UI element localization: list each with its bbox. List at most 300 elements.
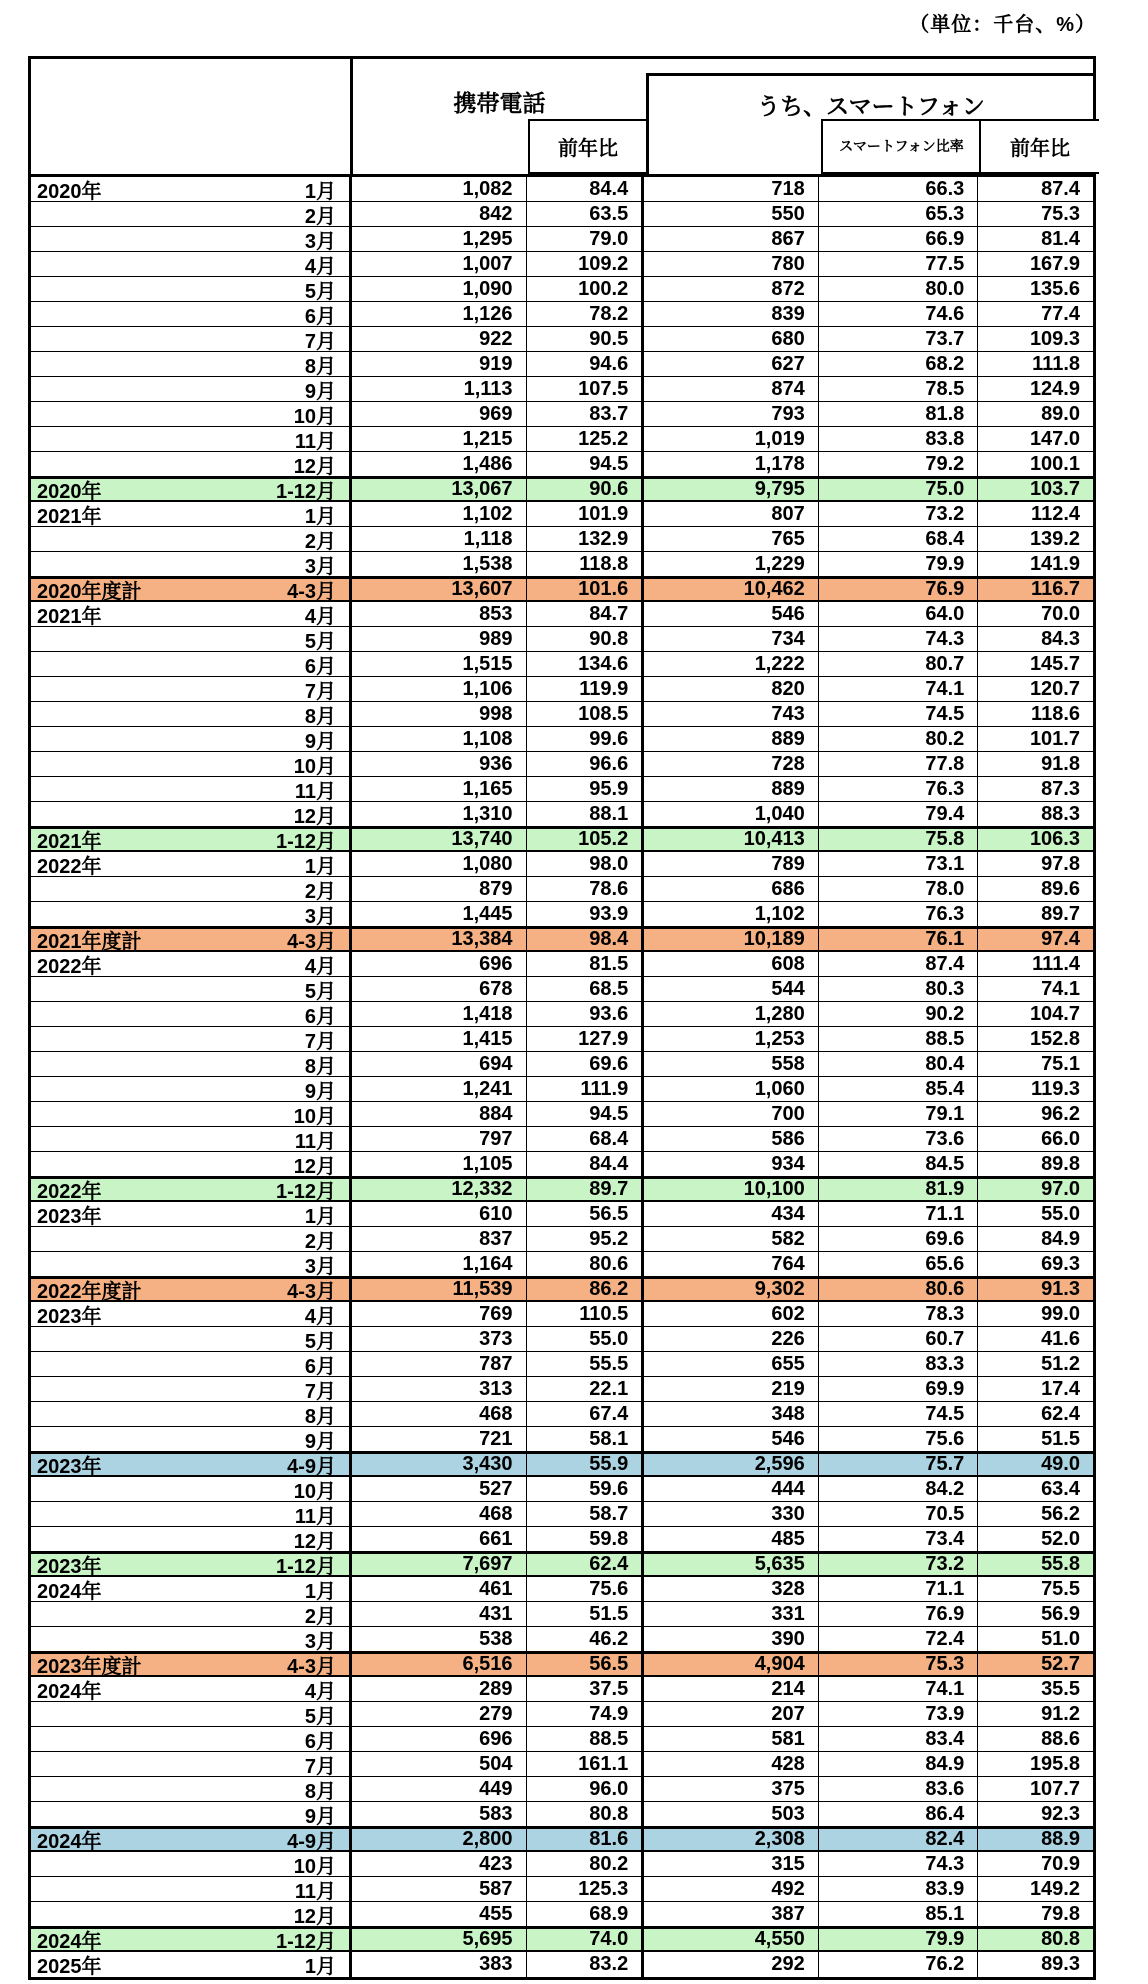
cell-smartphone-ratio: 76.3 <box>819 777 979 801</box>
cell-smartphone-ratio: 71.1 <box>819 1577 979 1601</box>
cell-smartphone-yoy: 92.3 <box>1041 1802 1080 1825</box>
table-row <box>31 327 1093 352</box>
table-row <box>31 252 1093 277</box>
cell-mobile-units: 696 <box>352 952 527 976</box>
cell-mobile-yoy: 59.6 <box>527 1477 645 1501</box>
cell-smartphone-yoy: 51.0 <box>1041 1627 1080 1650</box>
cell-smartphone-yoy: 74.1 <box>1041 977 1080 1000</box>
cell-smartphone-units: 328 <box>644 1577 819 1601</box>
cell-smartphone-ratio: 76.9 <box>819 1602 979 1626</box>
cell-mobile-yoy: 90.8 <box>527 627 645 651</box>
cell-smartphone-yoy: 55.0 <box>1041 1202 1080 1225</box>
shipment-table <box>28 56 1096 1980</box>
cell-smartphone-units: 503 <box>644 1802 819 1826</box>
cell-period <box>31 802 352 826</box>
cell-smartphone-units: 348 <box>644 1402 819 1426</box>
cell-period <box>31 1929 352 1950</box>
cell-smartphone-units: 492 <box>644 1877 819 1901</box>
cell-period <box>31 277 352 301</box>
table-row <box>31 1852 1093 1877</box>
table-row <box>31 1477 1093 1502</box>
cell-smartphone-ratio: 65.6 <box>819 1252 979 1276</box>
cell-month: 8月 <box>304 1405 337 1426</box>
cell-period <box>31 1777 352 1801</box>
cell-mobile-yoy: 134.6 <box>527 652 645 676</box>
cell-smartphone-ratio: 73.9 <box>819 1702 979 1726</box>
cell-smartphone-units: 1,060 <box>644 1077 819 1101</box>
cell-month: 5月 <box>304 1330 337 1351</box>
cell-mobile-units: 1,165 <box>352 777 527 801</box>
cell-period <box>31 1577 352 1601</box>
cell-month: 4-9月 <box>287 1456 337 1475</box>
cell-smartphone-ratio: 68.2 <box>819 352 979 376</box>
cell-smartphone-yoy: 51.5 <box>1041 1427 1080 1450</box>
cell-mobile-yoy: 22.1 <box>527 1377 645 1401</box>
cell-period <box>31 1427 352 1451</box>
cell-month: 4月 <box>304 1305 337 1326</box>
cell-smartphone-ratio: 75.8 <box>819 829 979 850</box>
cell-period <box>31 1829 352 1850</box>
cell-smartphone-yoy: 79.8 <box>1041 1902 1080 1925</box>
cell-mobile-yoy: 94.6 <box>527 352 645 376</box>
cell-period <box>31 1877 352 1901</box>
cell-smartphone-yoy: 97.8 <box>1041 852 1080 875</box>
cell-mobile-yoy: 96.6 <box>527 752 645 776</box>
cell-smartphone-yoy: 106.3 <box>1029 829 1080 850</box>
cell-smartphone-units: 207 <box>644 1702 819 1726</box>
cell-smartphone-units: 680 <box>644 327 819 351</box>
cell-mobile-units: 1,082 <box>352 177 527 201</box>
cell-smartphone-units: 1,178 <box>644 452 819 476</box>
cell-smartphone-ratio: 79.4 <box>819 802 979 826</box>
cell-mobile-units: 1,106 <box>352 677 527 701</box>
cell-smartphone-ratio: 79.1 <box>819 1102 979 1126</box>
cell-smartphone-units: 586 <box>644 1127 819 1151</box>
cell-month: 1月 <box>304 1205 337 1226</box>
cell-month: 7月 <box>304 680 337 701</box>
cell-mobile-units: 449 <box>352 1777 527 1801</box>
cell-smartphone-ratio: 88.5 <box>819 1027 979 1051</box>
cell-mobile-yoy: 132.9 <box>527 527 645 551</box>
cell-smartphone-units: 1,229 <box>644 552 819 576</box>
cell-mobile-yoy: 98.4 <box>527 929 645 950</box>
cell-smartphone-ratio: 79.9 <box>819 552 979 576</box>
table-row <box>31 352 1093 377</box>
cell-mobile-units: 468 <box>352 1402 527 1426</box>
cell-smartphone-ratio: 74.5 <box>819 1402 979 1426</box>
cell-period <box>31 552 352 576</box>
cell-month: 1月 <box>304 505 337 526</box>
cell-month: 9月 <box>304 730 337 751</box>
cell-period <box>31 1127 352 1151</box>
cell-smartphone-ratio: 74.3 <box>819 627 979 651</box>
cell-mobile-units: 313 <box>352 1377 527 1401</box>
table-row <box>31 1752 1093 1777</box>
cell-smartphone-yoy: 104.7 <box>1029 1002 1080 1025</box>
cell-period <box>31 1952 352 1977</box>
cell-mobile-yoy: 55.5 <box>527 1352 645 1376</box>
cell-mobile-yoy: 94.5 <box>527 452 645 476</box>
cell-smartphone-units: 627 <box>644 352 819 376</box>
cell-month: 12月 <box>293 805 337 826</box>
cell-smartphone-ratio: 73.4 <box>819 1527 979 1551</box>
cell-month: 12月 <box>293 1905 337 1926</box>
cell-period <box>31 302 352 326</box>
cell-smartphone-units: 934 <box>644 1152 819 1176</box>
cell-smartphone-units: 1,102 <box>644 902 819 926</box>
cell-mobile-yoy: 81.6 <box>527 1829 645 1850</box>
cell-mobile-yoy: 86.2 <box>527 1279 645 1300</box>
cell-mobile-yoy: 125.3 <box>527 1877 645 1901</box>
cell-month: 1-12月 <box>276 481 337 500</box>
cell-smartphone-yoy: 80.8 <box>1041 1929 1080 1950</box>
cell-month: 12月 <box>293 455 337 476</box>
cell-smartphone-yoy: 70.0 <box>1041 602 1080 625</box>
cell-period <box>31 602 352 626</box>
cell-mobile-units: 1,310 <box>352 802 527 826</box>
table-row <box>31 652 1093 677</box>
cell-smartphone-ratio: 90.2 <box>819 1002 979 1026</box>
cell-period <box>31 1527 352 1551</box>
cell-period <box>31 1227 352 1251</box>
cell-smartphone-yoy: 62.4 <box>1041 1402 1080 1425</box>
cell-smartphone-ratio: 83.6 <box>819 1777 979 1801</box>
cell-smartphone-yoy: 75.1 <box>1041 1052 1080 1075</box>
cell-mobile-units: 1,295 <box>352 227 527 251</box>
cell-mobile-yoy: 90.6 <box>527 479 645 500</box>
cell-month: 5月 <box>304 1705 337 1726</box>
cell-year: 2021年 <box>37 605 102 626</box>
cell-smartphone-units: 602 <box>644 1302 819 1326</box>
cell-month: 10月 <box>293 1105 337 1126</box>
cell-period <box>31 929 352 950</box>
cell-year: 2020年度計 <box>37 581 142 600</box>
cell-smartphone-units: 4,550 <box>644 1929 819 1950</box>
cell-month: 1-12月 <box>276 1181 337 1200</box>
cell-month: 3月 <box>304 555 337 576</box>
cell-smartphone-ratio: 60.7 <box>819 1327 979 1351</box>
cell-period <box>31 1902 352 1926</box>
cell-period <box>31 377 352 401</box>
cell-smartphone-units: 743 <box>644 702 819 726</box>
table-row <box>31 1077 1093 1102</box>
cell-period <box>31 829 352 850</box>
cell-smartphone-ratio: 68.4 <box>819 527 979 551</box>
cell-smartphone-yoy: 89.0 <box>1041 402 1080 425</box>
cell-mobile-units: 1,538 <box>352 552 527 576</box>
cell-smartphone-yoy: 87.4 <box>1041 177 1080 200</box>
cell-mobile-units: 13,384 <box>352 929 527 950</box>
cell-mobile-units: 610 <box>352 1202 527 1226</box>
cell-smartphone-units: 608 <box>644 952 819 976</box>
table-row <box>31 1377 1093 1402</box>
cell-mobile-yoy: 125.2 <box>527 427 645 451</box>
table-row <box>31 1127 1093 1152</box>
summary-row-annual <box>31 1927 1093 1952</box>
cell-smartphone-ratio: 79.2 <box>819 452 979 476</box>
table-row <box>31 1152 1093 1177</box>
cell-month: 6月 <box>304 1355 337 1376</box>
cell-month: 1月 <box>304 855 337 876</box>
cell-smartphone-yoy: 145.7 <box>1029 652 1080 675</box>
table-row <box>31 202 1093 227</box>
cell-mobile-units: 1,515 <box>352 652 527 676</box>
cell-month: 5月 <box>304 630 337 651</box>
cell-smartphone-yoy: 41.6 <box>1041 1327 1080 1350</box>
cell-month: 2月 <box>304 880 337 901</box>
cell-year: 2021年 <box>37 505 102 526</box>
cell-month: 4月 <box>304 255 337 276</box>
cell-smartphone-units: 700 <box>644 1102 819 1126</box>
cell-mobile-yoy: 96.0 <box>527 1777 645 1801</box>
table-row <box>31 527 1093 552</box>
cell-period <box>31 1002 352 1026</box>
cell-smartphone-units: 728 <box>644 752 819 776</box>
cell-smartphone-units: 550 <box>644 202 819 226</box>
cell-year: 2023年 <box>37 1456 102 1475</box>
cell-smartphone-ratio: 74.5 <box>819 702 979 726</box>
cell-mobile-yoy: 84.4 <box>527 1152 645 1176</box>
cell-smartphone-ratio: 69.6 <box>819 1227 979 1251</box>
cell-smartphone-ratio: 75.0 <box>819 479 979 500</box>
cell-smartphone-ratio: 79.9 <box>819 1929 979 1950</box>
cell-smartphone-units: 718 <box>644 177 819 201</box>
cell-smartphone-units: 315 <box>644 1852 819 1876</box>
summary-row-fiscal <box>31 1277 1093 1302</box>
cell-period <box>31 752 352 776</box>
cell-smartphone-yoy: 149.2 <box>1029 1877 1080 1900</box>
cell-mobile-yoy: 58.7 <box>527 1502 645 1526</box>
cell-smartphone-yoy: 51.2 <box>1041 1352 1080 1375</box>
cell-smartphone-ratio: 84.9 <box>819 1752 979 1776</box>
cell-smartphone-yoy: 135.6 <box>1029 277 1080 300</box>
summary-row-fiscal <box>31 927 1093 952</box>
cell-smartphone-ratio: 87.4 <box>819 952 979 976</box>
cell-smartphone-units: 1,253 <box>644 1027 819 1051</box>
cell-period <box>31 702 352 726</box>
cell-mobile-yoy: 37.5 <box>527 1677 645 1701</box>
cell-mobile-yoy: 93.6 <box>527 1002 645 1026</box>
cell-mobile-yoy: 94.5 <box>527 1102 645 1126</box>
cell-mobile-yoy: 68.4 <box>527 1127 645 1151</box>
cell-mobile-yoy: 89.7 <box>527 1179 645 1200</box>
cell-smartphone-units: 9,302 <box>644 1279 819 1300</box>
cell-mobile-units: 1,102 <box>352 502 527 526</box>
cell-smartphone-ratio: 77.5 <box>819 252 979 276</box>
cell-mobile-yoy: 107.5 <box>527 377 645 401</box>
cell-mobile-yoy: 78.2 <box>527 302 645 326</box>
cell-month: 8月 <box>304 1780 337 1801</box>
table-row <box>31 1627 1093 1652</box>
cell-smartphone-units: 214 <box>644 1677 819 1701</box>
cell-smartphone-units: 434 <box>644 1202 819 1226</box>
cell-period <box>31 177 352 201</box>
cell-period <box>31 1477 352 1501</box>
cell-period <box>31 479 352 500</box>
table-row <box>31 802 1093 827</box>
cell-smartphone-units: 867 <box>644 227 819 251</box>
cell-period <box>31 1302 352 1326</box>
cell-year: 2024年 <box>37 1831 102 1850</box>
cell-mobile-yoy: 55.9 <box>527 1454 645 1475</box>
cell-smartphone-units: 2,308 <box>644 1829 819 1850</box>
cell-month: 4月 <box>304 955 337 976</box>
cell-smartphone-yoy: 141.9 <box>1029 552 1080 575</box>
cell-smartphone-ratio: 75.6 <box>819 1427 979 1451</box>
cell-year: 2021年 <box>37 831 102 850</box>
cell-mobile-yoy: 84.4 <box>527 177 645 201</box>
cell-mobile-units: 1,126 <box>352 302 527 326</box>
cell-period <box>31 1252 352 1276</box>
cell-mobile-yoy: 161.1 <box>527 1752 645 1776</box>
cell-smartphone-units: 780 <box>644 252 819 276</box>
table-row <box>31 777 1093 802</box>
cell-smartphone-yoy: 91.3 <box>1041 1279 1080 1300</box>
cell-mobile-yoy: 83.2 <box>527 1952 645 1977</box>
cell-smartphone-units: 330 <box>644 1502 819 1526</box>
table-row <box>31 852 1093 877</box>
cell-period <box>31 977 352 1001</box>
cell-year: 2020年 <box>37 180 102 201</box>
table-row <box>31 1027 1093 1052</box>
table-row <box>31 977 1093 1002</box>
cell-period <box>31 1702 352 1726</box>
cell-mobile-yoy: 109.2 <box>527 252 645 276</box>
cell-smartphone-units: 10,462 <box>644 579 819 600</box>
cell-mobile-yoy: 78.6 <box>527 877 645 901</box>
cell-period <box>31 1654 352 1675</box>
cell-smartphone-ratio: 80.3 <box>819 977 979 1001</box>
cell-period <box>31 852 352 876</box>
table-row <box>31 502 1093 527</box>
cell-smartphone-units: 546 <box>644 602 819 626</box>
cell-smartphone-yoy: 89.3 <box>1041 1953 1080 1975</box>
cell-smartphone-units: 734 <box>644 627 819 651</box>
cell-smartphone-units: 10,100 <box>644 1179 819 1200</box>
cell-smartphone-units: 1,040 <box>644 802 819 826</box>
cell-smartphone-yoy: 17.4 <box>1041 1377 1080 1400</box>
cell-period <box>31 877 352 901</box>
cell-mobile-units: 7,697 <box>352 1554 527 1575</box>
cell-smartphone-yoy: 111.8 <box>1032 352 1080 375</box>
cell-smartphone-yoy: 66.0 <box>1041 1127 1080 1150</box>
cell-smartphone-units: 428 <box>644 1752 819 1776</box>
cell-mobile-yoy: 56.5 <box>527 1202 645 1226</box>
cell-period <box>31 502 352 526</box>
table-row <box>31 1727 1093 1752</box>
cell-period <box>31 352 352 376</box>
table-row <box>31 752 1093 777</box>
cell-mobile-units: 527 <box>352 1477 527 1501</box>
cell-smartphone-yoy: 70.9 <box>1041 1852 1080 1875</box>
table-row <box>31 227 1093 252</box>
cell-smartphone-yoy: 152.8 <box>1029 1027 1080 1050</box>
cell-mobile-units: 455 <box>352 1902 527 1926</box>
cell-smartphone-ratio: 78.3 <box>819 1302 979 1326</box>
cell-mobile-yoy: 127.9 <box>527 1027 645 1051</box>
cell-month: 3月 <box>304 1255 337 1276</box>
cell-smartphone-yoy: 97.4 <box>1041 929 1080 950</box>
cell-month: 6月 <box>304 1005 337 1026</box>
cell-mobile-units: 787 <box>352 1352 527 1376</box>
table-row <box>31 277 1093 302</box>
cell-mobile-units: 461 <box>352 1577 527 1601</box>
cell-mobile-yoy: 80.6 <box>527 1252 645 1276</box>
cell-smartphone-ratio: 74.1 <box>819 1677 979 1701</box>
cell-smartphone-units: 226 <box>644 1327 819 1351</box>
cell-mobile-units: 538 <box>352 1627 527 1651</box>
cell-period <box>31 327 352 351</box>
table-body <box>31 177 1093 1977</box>
cell-smartphone-ratio: 83.3 <box>819 1352 979 1376</box>
cell-mobile-yoy: 69.6 <box>527 1052 645 1076</box>
cell-period <box>31 777 352 801</box>
cell-month: 12月 <box>293 1530 337 1551</box>
cell-smartphone-yoy: 84.3 <box>1041 627 1080 650</box>
summary-row-annual <box>31 1552 1093 1577</box>
cell-period <box>31 1727 352 1751</box>
cell-month: 1-12月 <box>276 1931 337 1950</box>
cell-mobile-units: 13,607 <box>352 579 527 600</box>
cell-smartphone-units: 292 <box>644 1952 819 1977</box>
cell-smartphone-ratio: 66.9 <box>819 227 979 251</box>
cell-month: 1月 <box>304 1956 337 1977</box>
cell-smartphone-yoy: 69.3 <box>1041 1252 1080 1275</box>
cell-smartphone-ratio: 76.1 <box>819 929 979 950</box>
cell-smartphone-yoy: 100.1 <box>1029 452 1080 475</box>
cell-mobile-yoy: 55.0 <box>527 1327 645 1351</box>
cell-period <box>31 227 352 251</box>
table-row <box>31 1527 1093 1552</box>
table-row <box>31 1327 1093 1352</box>
cell-smartphone-units: 10,413 <box>644 829 819 850</box>
cell-mobile-units: 13,740 <box>352 829 527 850</box>
cell-smartphone-yoy: 89.7 <box>1041 902 1080 925</box>
cell-mobile-yoy: 74.9 <box>527 1702 645 1726</box>
cell-mobile-units: 1,090 <box>352 277 527 301</box>
cell-year: 2024年 <box>37 1680 102 1701</box>
cell-mobile-units: 1,418 <box>352 1002 527 1026</box>
cell-smartphone-yoy: 111.4 <box>1032 952 1080 975</box>
cell-mobile-units: 1,007 <box>352 252 527 276</box>
cell-smartphone-yoy: 118.6 <box>1031 702 1080 725</box>
cell-smartphone-yoy: 91.2 <box>1041 1702 1080 1725</box>
cell-month: 7月 <box>304 1380 337 1401</box>
cell-smartphone-units: 5,635 <box>644 1554 819 1575</box>
cell-mobile-units: 3,430 <box>352 1454 527 1475</box>
cell-smartphone-yoy: 87.3 <box>1041 777 1080 800</box>
cell-mobile-units: 587 <box>352 1877 527 1901</box>
cell-period <box>31 652 352 676</box>
cell-mobile-yoy: 46.2 <box>527 1627 645 1651</box>
cell-mobile-units: 919 <box>352 352 527 376</box>
table-row <box>31 427 1093 452</box>
cell-mobile-units: 1,445 <box>352 902 527 926</box>
cell-mobile-units: 1,105 <box>352 1152 527 1176</box>
cell-month: 7月 <box>304 1030 337 1051</box>
cell-smartphone-units: 655 <box>644 1352 819 1376</box>
cell-period <box>31 952 352 976</box>
cell-smartphone-units: 789 <box>644 852 819 876</box>
cell-month: 6月 <box>304 305 337 326</box>
cell-mobile-units: 678 <box>352 977 527 1001</box>
cell-mobile-units: 837 <box>352 1227 527 1251</box>
cell-mobile-units: 11,539 <box>352 1279 527 1300</box>
table-row <box>31 1952 1093 1977</box>
cell-mobile-yoy: 99.6 <box>527 727 645 751</box>
cell-mobile-yoy: 68.5 <box>527 977 645 1001</box>
cell-month: 10月 <box>293 1855 337 1876</box>
